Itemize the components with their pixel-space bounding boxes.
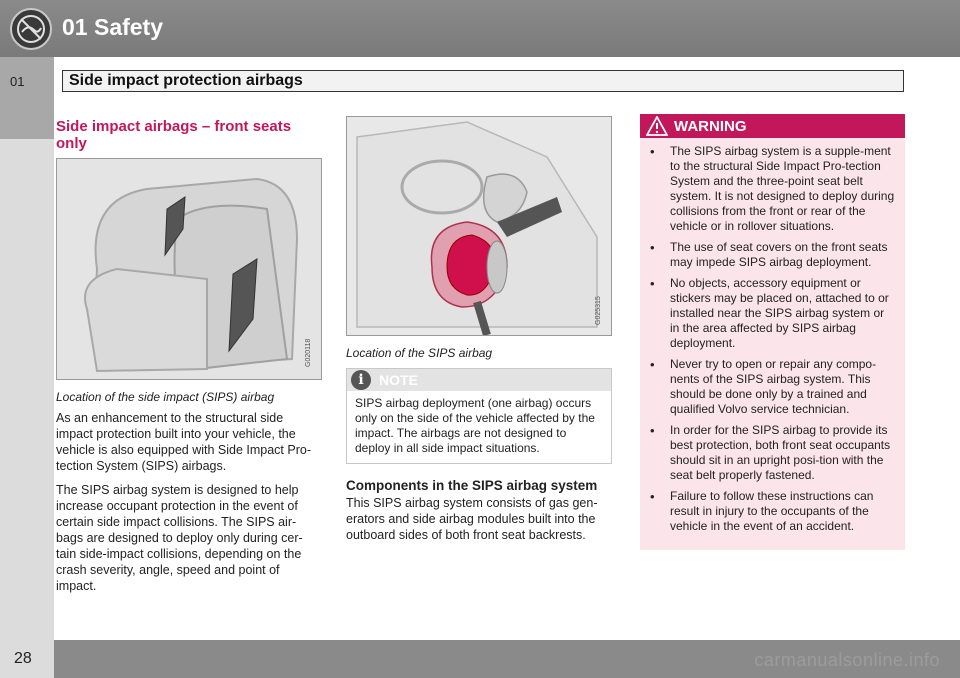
warning-header: [640, 114, 905, 138]
section-title-bar: [62, 70, 904, 92]
figure-code: G025315: [595, 296, 602, 325]
sips-airbag-figure: [346, 116, 612, 336]
page-header: [0, 0, 960, 57]
chapter-tab: [0, 57, 54, 139]
paragraph: This SIPS airbag system consists of gas gen-erators and side airbag modules built into the outboard sides of both front seat backrests.: [346, 496, 598, 542]
warning-item: • Never try to open or repair any compo-nents of the SIPS airbag system. This should be done only by a trained and qualified Volvo service technician.: [670, 357, 895, 417]
seat-illustration: [57, 159, 321, 379]
page-number: 28: [14, 650, 32, 667]
note-header: [347, 369, 611, 391]
warning-label: WARNING: [674, 118, 747, 135]
section-title: Side impact protection airbags: [69, 72, 303, 89]
left-column: [56, 114, 322, 602]
middle-column: [346, 114, 612, 551]
warning-triangle-icon: [646, 116, 668, 136]
warning-list: [640, 138, 905, 550]
warning-item: • The use of seat covers on the front seats may impede SIPS airbag deployment.: [670, 240, 895, 270]
seat-airbag-figure: [56, 158, 322, 380]
paragraph: As an enhancement to the structural side impact protection built into your vehicle, the vehicle is also equipped with Side Impact Pro-tection System (SIPS) airbags.: [56, 411, 311, 473]
warning-item: • Failure to follow these instructions can result in injury to the occupants of the vehicle in the event of an accident.: [670, 489, 895, 534]
page-footer: [0, 640, 960, 678]
chapter-tab-label: 01: [10, 74, 25, 89]
airbag-deployment-illustration: [347, 117, 611, 335]
warning-item: • The SIPS airbag system is a supple-ment to the structural Side Impact Pro-tection System and the three-point seat belt system. It is not designed to deploy during collisions from the front or rear of the vehicle or in rollover situations.: [670, 144, 895, 234]
paragraph: The SIPS airbag system is designed to help increase occupant protection in the event of certain side impact collisions. The SIPS air-bags are designed to deploy only during cer-tain side-impact collisions, depending on the crash severity, angle, speed and point of impact.: [56, 483, 303, 593]
note-label: NOTE: [379, 372, 418, 388]
safety-logo-icon: [10, 8, 52, 50]
note-box: [346, 368, 612, 464]
figure-caption: Location of the side impact (SIPS) airbag: [56, 390, 275, 404]
left-heading: Side impact airbags – front seats only: [56, 118, 292, 152]
page-number-box: [0, 640, 54, 678]
chapter-sidebar: [0, 57, 54, 640]
info-icon: i: [351, 370, 371, 390]
chapter-title: 01 Safety: [62, 14, 164, 40]
watermark: carmanualsonline.info: [754, 650, 940, 670]
note-text: SIPS airbag deployment (one airbag) occurs only on the side of the vehicle affected by the impact. The airbags are not designed to deploy in all side impact situations.: [355, 396, 595, 455]
warning-item: • No objects, accessory equipment or stickers may be placed on, attached to or installed near the SIPS airbag system or in the area affected by SIPS airbag deployment.: [670, 276, 895, 351]
warning-item: • In order for the SIPS airbag to provide its best protection, both front seat occupants should sit in an upright posi-tion with the seat belt properly fastened.: [670, 423, 895, 483]
components-heading: Components in the SIPS airbag system: [346, 478, 598, 493]
figure-caption: Location of the SIPS airbag: [346, 346, 493, 360]
warning-box: [640, 114, 905, 550]
figure-code: G020118: [305, 338, 312, 367]
